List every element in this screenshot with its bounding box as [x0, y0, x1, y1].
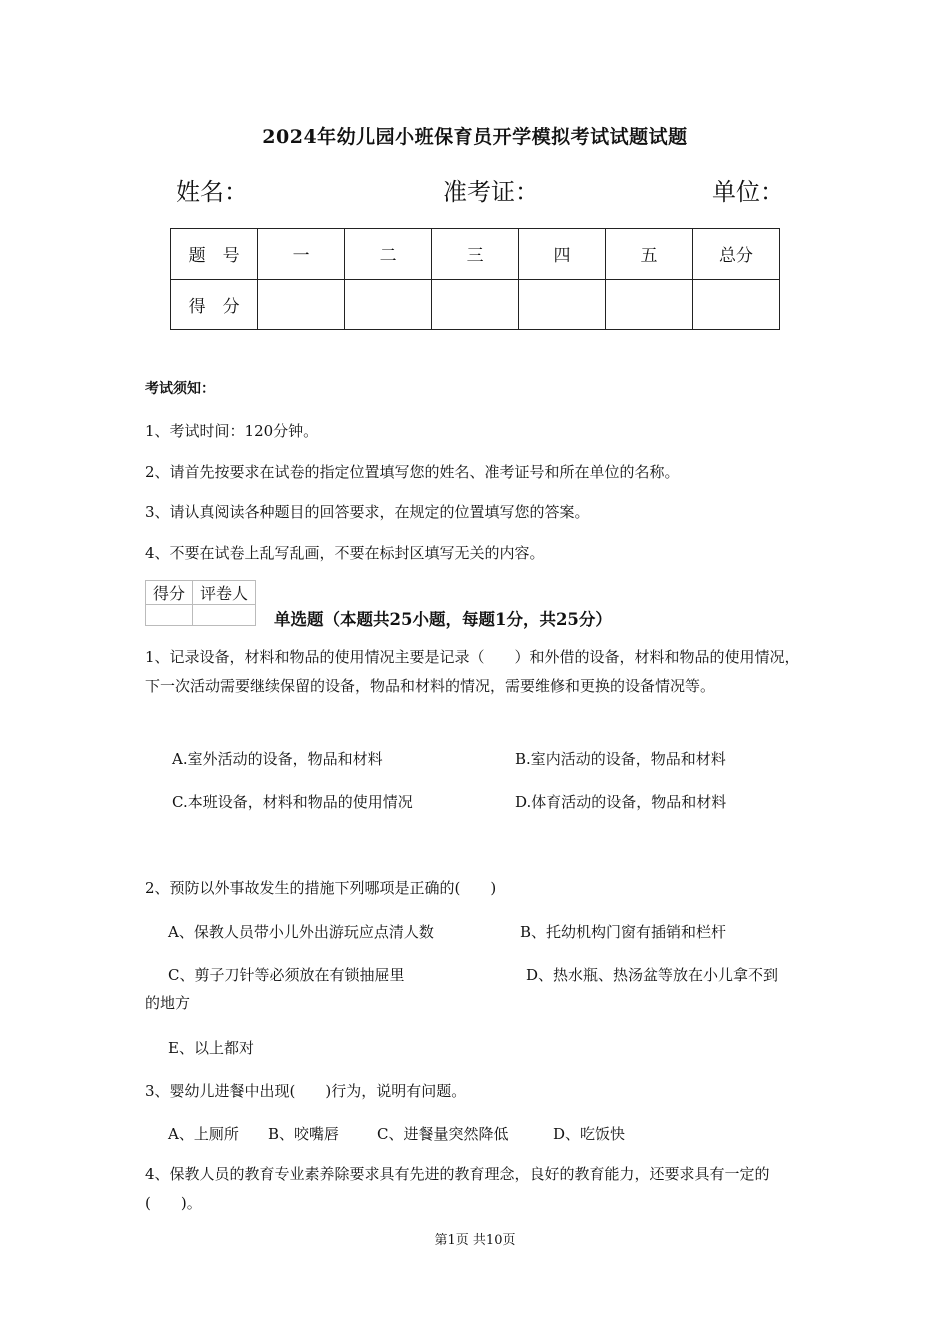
page-footer: 第1页 共10页 — [434, 1233, 516, 1248]
notice-item: 4、不要在试卷上乱写乱画，不要在标封区填写无关的内容。 — [145, 544, 545, 562]
question-3-option-b: B、咬嘴唇 — [268, 1125, 340, 1143]
score-table-header-row — [171, 229, 780, 280]
grader-name-label: 评卷人 — [193, 581, 256, 605]
question-1-text: 1、记录设备，材料和物品的使用情况主要是记录（ ）和外借的设备，材料和物品的使用情况，下一次活动需要继续保留的设备，物品和材料的情况，需要维修和更换的设备情况等。 — [145, 648, 800, 695]
grader-name-cell — [193, 605, 256, 626]
question-1-option-b: B.室内活动的设备，物品和材料 — [515, 750, 726, 768]
score-header-cell: 三 — [432, 229, 519, 280]
score-header-cell: 四 — [519, 229, 606, 280]
score-cell — [692, 279, 779, 330]
score-table — [170, 228, 780, 330]
question-3-option-d: D、吃饭快 — [553, 1125, 626, 1143]
score-row-label: 得 分 — [171, 279, 258, 330]
question-3-text: 3、婴幼儿进餐中出现( )行为，说明有问题。 — [145, 1082, 467, 1100]
question-3-option-a: A、上厕所 — [168, 1125, 239, 1143]
score-header-cell: 二 — [345, 229, 432, 280]
grader-table — [145, 580, 256, 626]
unit-field-label: 单位： — [712, 178, 784, 206]
question-1-option-c: C.本班设备，材料和物品的使用情况 — [172, 793, 413, 811]
notice-item: 1、考试时间：120分钟。 — [145, 422, 319, 440]
question-3-option-c: C、进餐量突然降低 — [377, 1125, 509, 1143]
question-1-option-d: D.体育活动的设备，物品和材料 — [515, 793, 727, 811]
score-header-cell: 五 — [606, 229, 693, 280]
page-title: 2024年幼儿园小班保育员开学模拟考试试题试题 — [262, 126, 688, 148]
score-cell — [432, 279, 519, 330]
question-2-option-d-continued: 的地方 — [145, 994, 191, 1012]
score-cell — [606, 279, 693, 330]
score-cell — [519, 279, 606, 330]
question-2-option-c: C、剪子刀针等必须放在有锁抽屉里 — [168, 966, 405, 984]
question-2-option-d: D、热水瓶、热汤盆等放在小儿拿不到 — [526, 966, 779, 984]
question-1-option-a: A.室外活动的设备，物品和材料 — [172, 750, 383, 768]
question-2-option-a: A、保教人员带小儿外出游玩应点清人数 — [168, 923, 434, 941]
score-cell — [345, 279, 432, 330]
notice-item: 2、请首先按要求在试卷的指定位置填写您的姓名、准考证号和所在单位的名称。 — [145, 463, 680, 481]
question-2-option-e: E、以上都对 — [168, 1039, 254, 1057]
question-2-text: 2、预防以外事故发生的措施下列哪项是正确的( ) — [145, 879, 497, 897]
section-title: 单选题（本题共25小题，每题1分，共25分） — [274, 610, 612, 629]
score-cell — [258, 279, 345, 330]
question-4-text: 4、保教人员的教育专业素养除要求具有先进的教育理念，良好的教育能力，还要求具有一定的( )。 — [145, 1165, 770, 1212]
score-header-cell: 题 号 — [171, 229, 258, 280]
grader-score-label: 得分 — [146, 581, 193, 605]
notice-item: 3、请认真阅读各种题目的回答要求，在规定的位置填写您的答案。 — [145, 503, 590, 521]
name-field-label: 姓名： — [176, 178, 248, 206]
grader-score-cell — [146, 605, 193, 626]
score-table-score-row — [171, 279, 780, 330]
question-2-option-b: B、托幼机构门窗有插销和栏杆 — [520, 923, 727, 941]
score-header-cell: 一 — [258, 229, 345, 280]
notice-heading: 考试须知： — [145, 381, 215, 397]
score-header-cell: 总分 — [692, 229, 779, 280]
exam-id-field-label: 准考证： — [443, 178, 539, 206]
